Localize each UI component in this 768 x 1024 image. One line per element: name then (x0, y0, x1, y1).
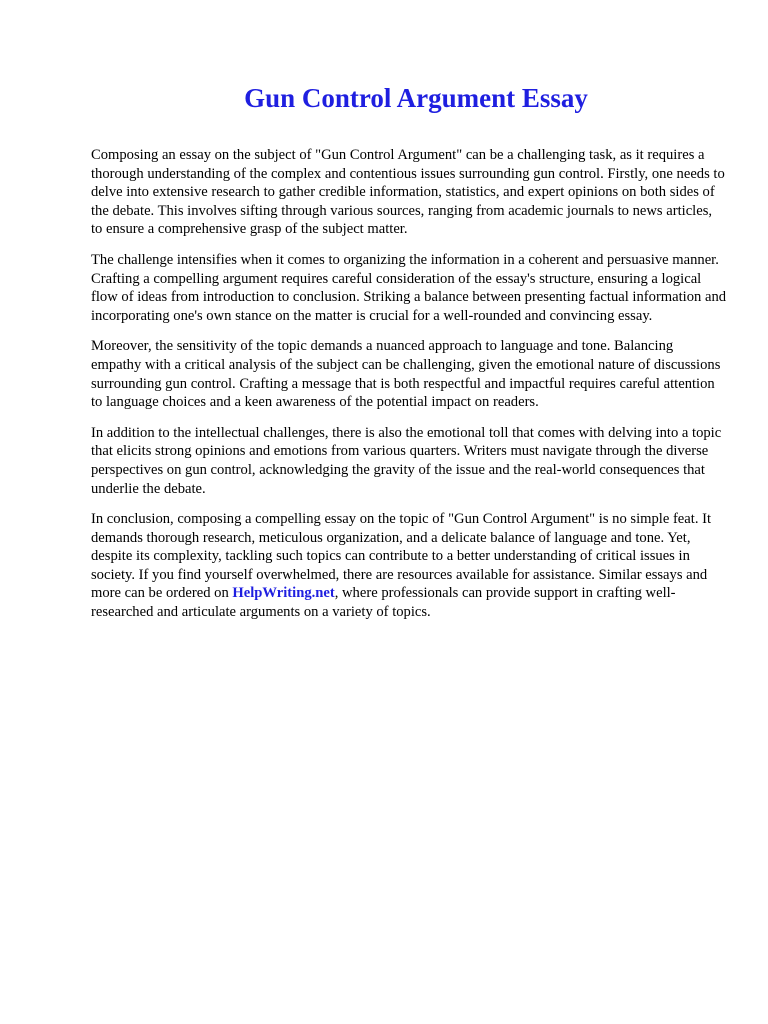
paragraph-2: The challenge intensifies when it comes to organizing the information in a coherent and persuasive manner. Crafting a compelling argument requires careful consideration of the essay's structure, ensuring a logical flow of ideas from introduction to conclusion. Striking a balance between presenting factual information and incorporating one's own stance on the matter is crucial for a well-rounded and convincing essay. (91, 251, 727, 324)
paragraph-5-text-after-link: , where professionals can provide support in crafting well-researched and articulate arguments on a variety of topics. (91, 585, 676, 621)
paragraph-5 (91, 510, 727, 622)
document-page (91, 78, 727, 634)
helpwriting-link[interactable]: HelpWriting.net (232, 585, 335, 602)
paragraph-3: Moreover, the sensitivity of the topic demands a nuanced approach to language and tone. Balancing empathy with a critical analysis of the subject can be challenging, given the emotional nature of discussions surrounding gun control. Crafting a message that is both respectful and impactful requires careful attention to language choices and a keen awareness of the potential impact on readers. (91, 338, 721, 411)
essay-body (91, 146, 727, 622)
page-title: Gun Control Argument Essay (244, 83, 588, 113)
paragraph-5-text-before-link: In conclusion, composing a compelling essay on the topic of "Gun Control Argument" is no simple feat. It demands thorough research, meticulous organization, and a delicate balance of language and tone. Yet, despite its complexity, tackling such topics can contribute to a better understanding of critical issues in society. If you find yourself overwhelmed, there are resources available for assistance. Similar essays and more can be ordered on (91, 511, 712, 602)
paragraph-4: In addition to the intellectual challenges, there is also the emotional toll that comes with delving into a topic that elicits strong opinions and emotions from various quarters. Writers must navigate through the diverse perspectives on gun control, acknowledging the gravity of the issue and the real-world consequences that underlie the debate. (91, 424, 722, 497)
paragraph-1: Composing an essay on the subject of "Gun Control Argument" can be a challenging task, as it requires a thorough understanding of the complex and contentious issues surrounding gun control. Firstly, one needs to delve into extensive research to gather credible information, statistics, and expert opinions on both sides of the debate. This involves sifting through various sources, ranging from academic journals to news articles, to ensure a comprehensive grasp of the subject matter. (91, 147, 725, 238)
